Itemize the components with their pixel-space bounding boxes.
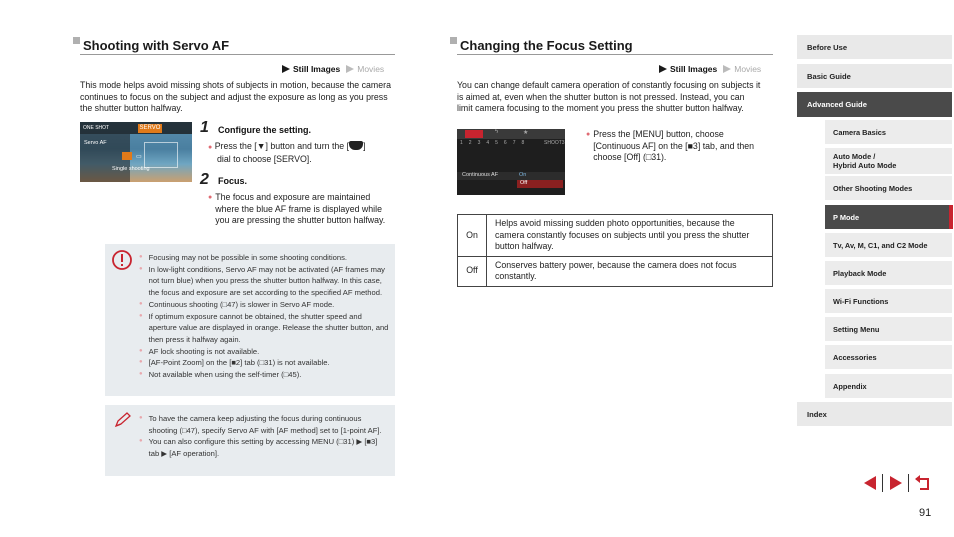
list-item: ● Not available when using the self-timer (□45).: [139, 370, 302, 380]
list-item: ● [AF-Point Zoom] on the [■2] tab (□31) is not available.: [139, 358, 330, 368]
active-indicator: [949, 205, 953, 229]
still-images-arrow-icon: [659, 65, 667, 73]
step-1-number: 1: [200, 119, 209, 136]
sidebar-item-accessories[interactable]: Accessories: [825, 345, 952, 369]
section-title-servo-af: Shooting with Servo AF: [83, 38, 230, 53]
menu-option-off: Off: [520, 180, 528, 186]
return-icon: [912, 474, 932, 492]
focus-options-table: [457, 214, 773, 287]
step-1-title: Configure the setting.: [218, 125, 311, 135]
continuous-icon: ▭: [136, 154, 142, 160]
dial-icon: [349, 141, 363, 150]
pencil-icon: [113, 411, 133, 434]
bullet-icon: ●: [586, 131, 591, 138]
star-tab-icon: ★: [523, 130, 529, 136]
arrow-left-icon: [861, 474, 879, 492]
table-cell-desc: Conserves battery power, because the camera does not focus constantly.: [487, 256, 773, 286]
sidebar-item-tv-av-m[interactable]: Tv, Av, M, C1, and C2 Mode: [825, 233, 952, 257]
screen-shot-label: Single shooting: [112, 166, 150, 172]
sidebar-item-advanced-guide[interactable]: Advanced Guide: [797, 92, 952, 117]
return-button[interactable]: [912, 474, 932, 492]
servo-af-icon: [122, 152, 132, 160]
sidebar-item-other-shooting-modes[interactable]: Other Shooting Modes: [825, 176, 952, 200]
sidebar-item-camera-basics[interactable]: Camera Basics: [825, 120, 952, 144]
page-number: 91: [919, 507, 932, 519]
sidebar-item-setting-menu[interactable]: Setting Menu: [825, 317, 952, 341]
af-frame: [144, 142, 178, 168]
step-1-text: ● Press the [▼] button and turn the [ ] dial to choose [SERVO].: [208, 141, 366, 164]
tag-still-images: Still Images: [293, 64, 341, 74]
sidebar-item-auto-mode[interactable]: Auto Mode / Hybrid Auto Mode: [825, 148, 952, 174]
intro-paragraph: This mode helps avoid missing shots of subjects in motion, because the camera continues to focus on the subject and adjust the exposure as long as you press the shutter button halfway.: [80, 80, 391, 114]
list-item: ● In low-light conditions, Servo AF may not be activated (AF frames may not turn blue) when you press the shutter button halfway. In this case, the focus and exposure are set according to the specified AF method.: [139, 264, 385, 298]
movies-arrow-icon: [346, 65, 354, 73]
next-page-button[interactable]: [886, 474, 906, 492]
caution-list: [139, 252, 389, 381]
shoot-tab-icon: [465, 130, 483, 138]
sidebar-item-before-use[interactable]: Before Use: [797, 35, 952, 59]
list-item: ● Focusing may not be possible in some shooting conditions.: [139, 253, 348, 262]
bullet-icon: ●: [208, 194, 213, 201]
list-item: ● To have the camera keep adjusting the focus during continuous shooting (□47), specify Servo AF with [AF method] set to [1-point AF].: [139, 414, 382, 435]
table-cell-option: On: [458, 215, 487, 257]
bullet-icon: ●: [208, 144, 213, 151]
table-row: [458, 215, 773, 257]
list-item: ● If optimum exposure cannot be obtained, the shutter speed and aperture value are displayed in orange. Release the shutter button, and then press it halfway again.: [139, 311, 389, 344]
sidebar-item-appendix[interactable]: Appendix: [825, 374, 952, 398]
table-cell-option: Off: [458, 256, 487, 286]
movies-arrow-icon: [723, 65, 731, 73]
table-cell-desc: Helps avoid missing sudden photo opportunities, because the camera constantly focuses on subjects until you press the shutter button halfway.: [487, 215, 773, 257]
sidebar-item-wifi-functions[interactable]: Wi-Fi Functions: [825, 289, 952, 313]
table-row: [458, 256, 773, 286]
servo-label: SERVO: [139, 125, 161, 131]
tips-box: [105, 405, 395, 476]
screen-mode-icon: ONE SHOT: [83, 125, 110, 131]
prev-page-button[interactable]: [860, 474, 880, 492]
mode-tags: [282, 64, 384, 74]
list-item: ● You can also configure this setting by accessing MENU (□31) ▶ [■3] tab ▶ [AF operation].: [139, 437, 378, 459]
tips-list: [139, 413, 389, 460]
sidebar-item-index[interactable]: Index: [797, 402, 952, 426]
section-rule: [457, 54, 773, 55]
menu-item-continuous-af: Continuous AF: [462, 172, 499, 178]
list-item: ● Continuous shooting (□47) is slower in Servo AF mode.: [139, 299, 335, 309]
section-marker: [73, 37, 80, 44]
arrow-right-icon: [887, 474, 905, 492]
mode-tags: [659, 64, 761, 74]
menu-option-on: On: [519, 172, 527, 178]
menu-tab-label: SHOOT3: [544, 140, 565, 146]
section-title-focus-setting: Changing the Focus Setting: [460, 38, 633, 53]
tag-movies: Movies: [357, 64, 385, 74]
sidebar-item-basic-guide[interactable]: Basic Guide: [797, 64, 952, 88]
step-2-number: 2: [200, 171, 209, 188]
menu-tab-numbers: 1 2 3 4 5 6 7 8: [460, 140, 525, 146]
menu-instruction: ● Press the [MENU] button, choose [Continuous AF] on the [■3] tab, and then choose [Off] (□31).: [586, 129, 755, 163]
tag-still-images: Still Images: [670, 64, 718, 74]
tag-movies: Movies: [734, 64, 762, 74]
sidebar-item-playback-mode[interactable]: Playback Mode: [825, 261, 952, 285]
step-2-text: ● The focus and exposure are maintained where the blue AF frame is displayed while you are pressing the shutter button halfway.: [208, 192, 386, 226]
step-2-title: Focus.: [218, 176, 248, 186]
list-item: ● AF lock shooting is not available.: [139, 346, 260, 356]
nav-divider: [882, 474, 883, 492]
section-marker: [450, 37, 457, 44]
section-rule: [80, 54, 395, 55]
intro-paragraph: You can change default camera operation of constantly focusing on subjects it is aimed at, even when the shutter button is not pressed. Instead, you can limit camera focusing to the moment you press the shutter button halfway.: [457, 80, 761, 114]
caution-icon: [111, 249, 133, 276]
sidebar-item-p-mode[interactable]: P Mode: [825, 205, 952, 229]
menu-screen: [457, 129, 565, 195]
still-images-arrow-icon: [282, 65, 290, 73]
wrench-tab-icon: ϟ: [495, 129, 499, 135]
caution-box: [105, 244, 395, 396]
screen-af-label: Servo AF: [84, 140, 107, 146]
nav-divider: [908, 474, 909, 492]
camera-screen-servo: [80, 122, 192, 182]
